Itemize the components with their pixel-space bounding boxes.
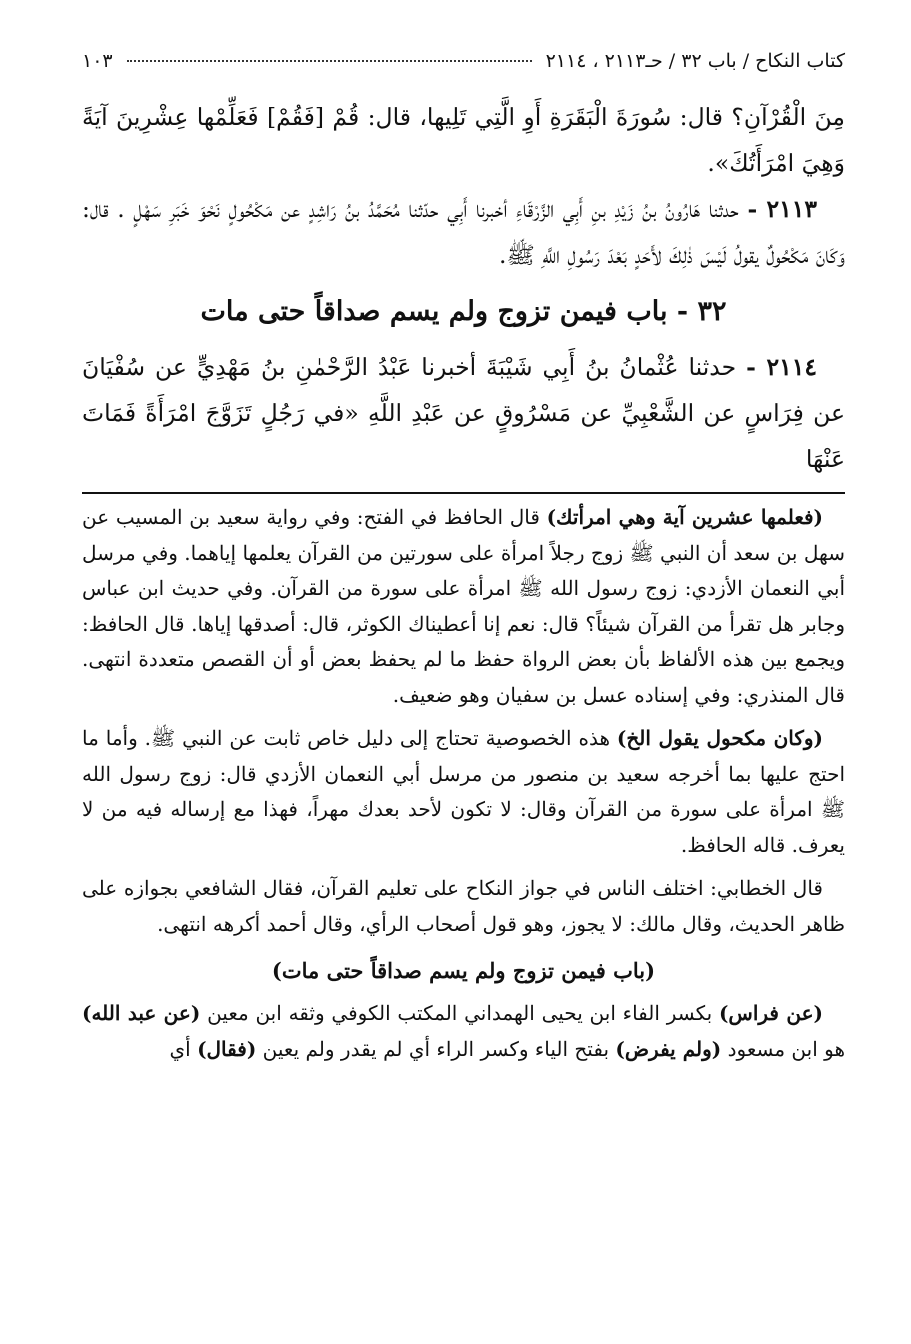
note-text: هو ابن مسعود [721,1036,845,1061]
hadith-2113 [82,186,845,278]
running-title: كتاب النكاح / باب ٣٢ / حـ٢١١٣ ، ٢١١٤ [545,50,845,72]
hadith-number: ٢١١٣ - [747,195,817,223]
chapter-heading: ٣٢ - باب فيمن تزوج ولم يسم صداقاً حتى مات [200,296,727,327]
commentary-chapter-heading: (باب فيمن تزوج ولم يسم صداقاً حتى مات) [271,958,656,983]
running-header [82,50,845,94]
note-lemma: (عن فراس) [718,1001,823,1025]
hadith-text-continuation: مِنَ الْقُرْآنِ؟ قال: سُورَةَ الْبَقَرَةِ أَوِ الَّتِي تَلِيها، قال: قُمْ [فَقُمْ] فَعَلِّمْها عِشْرِينَ آيَةً وَهِيَ امْرَأَتُكَ». [82,103,845,177]
commentary-note [82,996,845,1067]
hadith-body: حدثنا هَارُونُ بنُ زَيْدِ بنِ أَبِي الزَّرْقَاءِ أخبرنا أَبِي حدّثنا مُحَمَّدُ بنُ رَاشِدٍ عن مَكْحُولٍ نَحْوَ خَبَرِ سَهْلٍ . قال: وَكَانَ مَكْحُولٌ يقولُ لَيْسَ ذٰلِكَ لأَحَدٍ بَعْدَ رَسُولِ اللَّهِ ﷺ. [82,195,845,269]
note-text: أي [169,1036,198,1061]
hadith-body: حدثنا عُثْمانُ بنُ أَبِي شَيْبَةَ أخبرنا عَبْدُ الرَّحْمٰنِ بنُ مَهْدِيٍّ عن سُفْيَانَ عن فِرَاسٍ عن الشَّعْبِيِّ عن مَسْرُوقٍ عن عَبْدِ اللَّهِ «في رَجُلٍ تَزَوَّجَ امْرَأَةً فَمَاتَ عَنْهَا [82,353,845,473]
note-text: بفتح الياء وكسر الراء أي لم يقدر ولم يعين [256,1036,616,1061]
dotted-leader [127,60,532,62]
note-lemma: (ولم يفرض) [615,1036,722,1061]
commentary-note [82,721,845,863]
note-lemma: (وكان مكحول يقول الخ) [616,726,823,750]
page-number: ١٠٣ [82,50,113,72]
commentary-note [82,500,845,713]
note-text: هذه الخصوصية تحتاج إلى دليل خاص ثابت عن النبي ﷺ. وأما ما احتج عليها بما أخرجه سعيد بن منصور من مرسل أبي النعمان الأزدي قال: زوج رسول الله ﷺ امرأة على سورة من القرآن وقال: لا تكون لأحد بعدك مهراً، فهذا مع إرساله فيه من لا يعرف. قاله الحافظ. [82,726,845,857]
commentary-note: قال الخطابي: اختلف الناس في جواز النكاح على تعليم القرآن، فقال الشافعي بجوازه على ظاهر الحديث، وقال مالك: لا يجوز، وهو قول أصحاب الرأي، وقال أحمد أكرهه انتهى. [82,876,845,936]
note-text: بكسر الفاء ابن يحيى الهمداني المكتب الكوفي وثقه ابن معين [200,1001,719,1025]
note-text: قال الحافظ في الفتح: وفي رواية سعيد بن المسيب عن سهل بن سعد أن النبي ﷺ زوج رجلاً امرأة على سورتين من القرآن يعلمها إياهما. وفي مرسل أبي النعمان الأزدي: زوج رسول الله ﷺ امرأة على سورة من القرآن. وفي حديث ابن عباس وجابر هل تقرأ من القرآن شيئاً؟ قال: نعم إنا أعطيناك الكوثر، قال: أصدقها إياها. قال الحافظ: ويجمع بين هذه الألفاظ بأن بعض الرواة حفظ ما لم يحفظ بعض أو أن القصص متعددة انتهى. قال المنذري: وفي إسناده عسل بن سفيان وهو ضعيف. [82,505,845,707]
note-lemma: (فقال) [197,1036,257,1061]
note-lemma: (عن عبد الله) [82,1001,201,1025]
footnote-divider [82,492,845,494]
hadith-number: ٢١١٤ - [746,353,817,381]
note-lemma: (فعلمها عشرين آية وهي امرأتك) [546,505,823,529]
hadith-2114 [82,344,845,482]
